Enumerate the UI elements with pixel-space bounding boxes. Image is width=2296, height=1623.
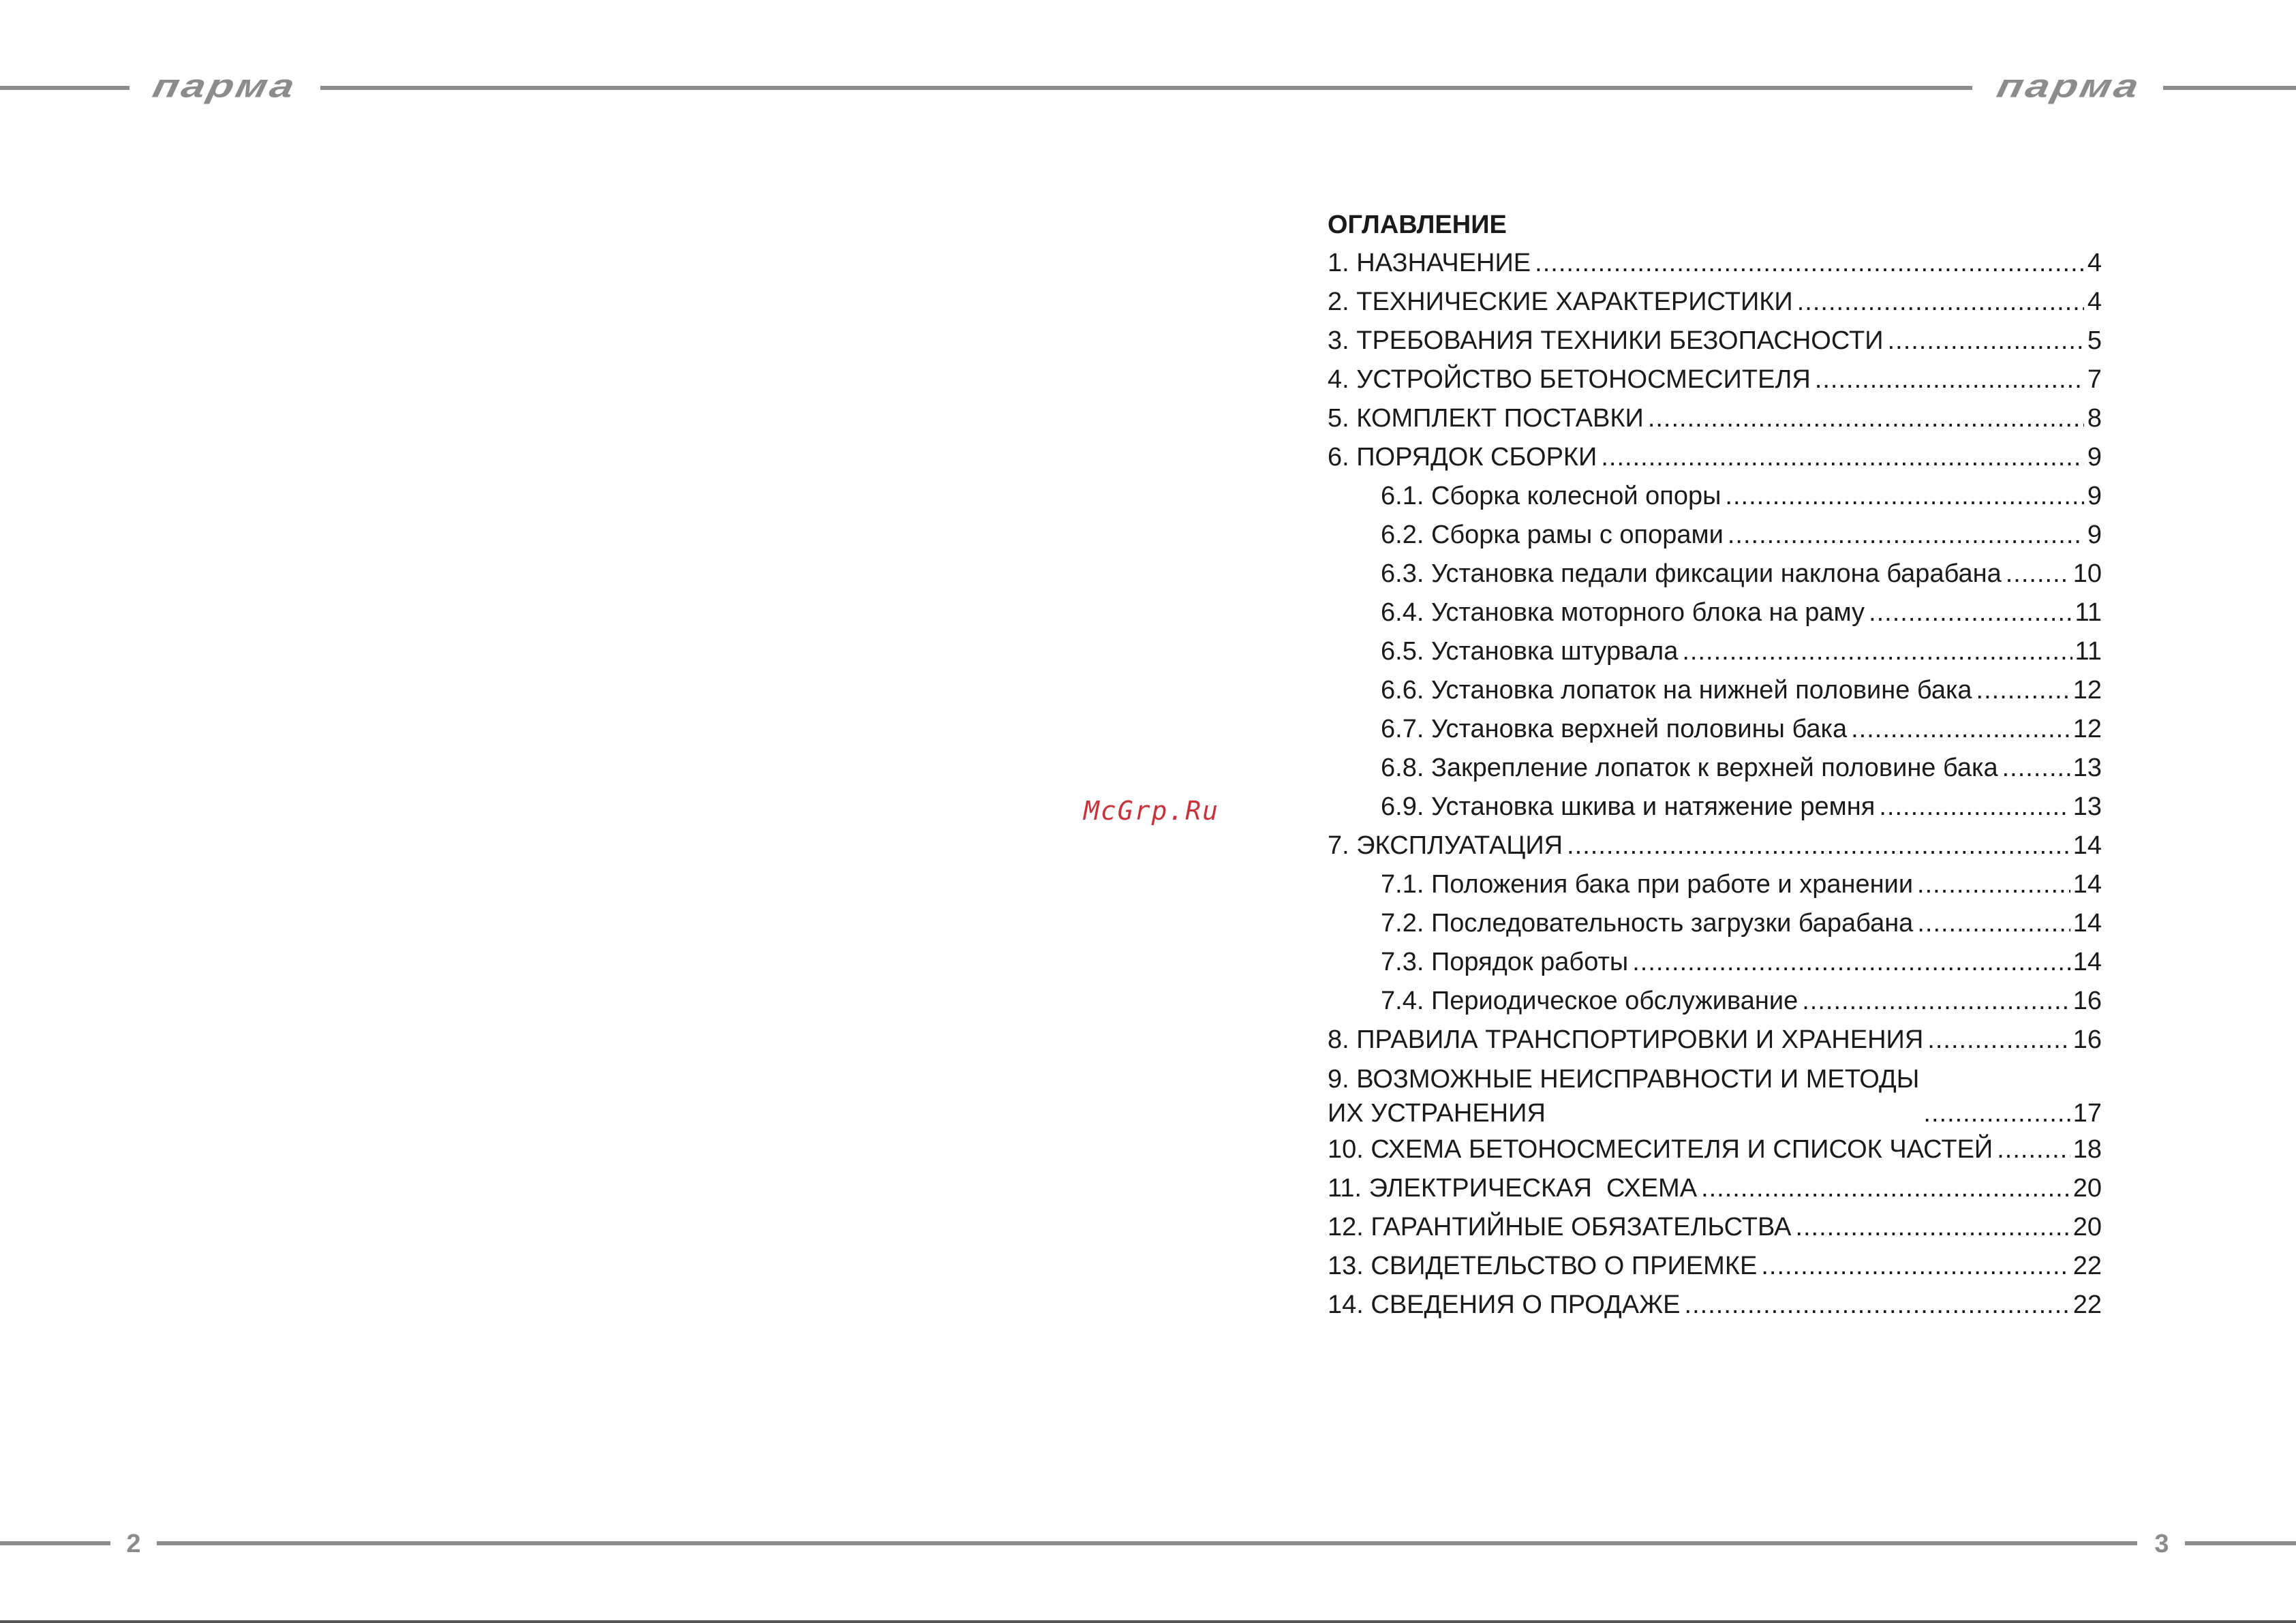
toc-entry (1328, 1021, 2102, 1060)
toc-entry-label: 4. УСТРОЙСТВО БЕТОНОСМЕСИТЕЛЯ (1328, 365, 1811, 394)
toc-subentry (1328, 865, 2102, 904)
toc-entry-label: 7.3. Порядок работы (1381, 948, 1629, 976)
toc-entry (1328, 1286, 2102, 1325)
toc-leader-dots (1815, 360, 2084, 399)
toc-subentry (1328, 555, 2102, 593)
toc-entry-label: 3. ТРЕБОВАНИЯ ТЕХНИКИ БЕЗОПАСНОСТИ (1328, 326, 1884, 355)
toc-entry-label: 5. КОМПЛЕКТ ПОСТАВКИ (1328, 404, 1644, 433)
toc-leader-dots (1802, 982, 2070, 1021)
toc-subentry (1328, 593, 2102, 632)
toc-entry-page: 17 (2072, 1099, 2102, 1128)
toc-entry-page: 14 (2072, 870, 2102, 899)
toc-entry-page: 5 (2087, 326, 2102, 355)
toc-entry (1328, 360, 2102, 399)
toc-entry-label: 11. ЭЛЕКТРИЧЕСКАЯ СХЕМА (1328, 1174, 1698, 1203)
toc-entry-label: 9. ВОЗМОЖНЫЕ НЕИСПРАВНОСТИ И МЕТОДЫ (1328, 1065, 1920, 1094)
toc-entry-page: 12 (2072, 676, 2102, 705)
header-rule-center (320, 86, 1972, 90)
page-number-left: 2 (126, 1530, 141, 1558)
toc-leader-dots (1601, 438, 2084, 477)
toc-leader-dots (1795, 1208, 2070, 1247)
toc-leader-dots (1923, 1096, 2070, 1130)
toc-leader-dots (1685, 1286, 2070, 1325)
toc-subentry (1328, 710, 2102, 749)
toc-entry-label: 6.4. Установка моторного блока на раму (1381, 598, 1865, 627)
toc-entry-label: 6.8. Закрепление лопаток к верхней половине бака (1381, 754, 1998, 782)
toc-entry (1328, 399, 2102, 438)
table-of-contents (1328, 206, 2102, 1325)
toc-entry-label: 2. ТЕХНИЧЕСКИЕ ХАРАКТЕРИСТИКИ (1328, 288, 1793, 316)
toc-subentry (1328, 632, 2102, 671)
toc-entry-page: 9 (2087, 521, 2102, 549)
toc-entry (1328, 244, 2102, 283)
toc-title: ОГЛАВЛЕНИЕ (1328, 211, 1507, 239)
footer-rule-left (0, 1541, 110, 1545)
toc-subentry (1328, 516, 2102, 555)
toc-entry-label: 6.5. Установка штурвала (1381, 637, 1679, 666)
toc-leader-dots (2006, 555, 2070, 593)
toc-entry-page: 16 (2072, 987, 2102, 1015)
toc-leader-dots (1869, 593, 2072, 632)
toc-leader-dots (1888, 322, 2084, 360)
toc-entry-page: 11 (2075, 598, 2102, 627)
toc-entry-page: 22 (2072, 1290, 2102, 1319)
toc-entry-label: 7.1. Положения бака при работе и хранении (1381, 870, 1914, 899)
toc-entry (1328, 322, 2102, 360)
toc-leader-dots (1648, 399, 2084, 438)
toc-entry-page: 22 (2072, 1252, 2102, 1280)
toc-entry-label: 8. ПРАВИЛА ТРАНСПОРТИРОВКИ И ХРАНЕНИЯ (1328, 1025, 1924, 1054)
toc-entry-label: 7.2. Последовательность загрузки барабана (1381, 909, 1914, 938)
toc-leader-dots (1997, 1130, 2070, 1169)
toc-entry-label: 6.6. Установка лопаток на нижней половине бака (1381, 676, 1972, 705)
toc-entry-label: 6.1. Сборка колесной опоры (1381, 482, 1721, 510)
toc-leader-dots (1728, 516, 2084, 555)
toc-leader-dots (1797, 283, 2084, 322)
toc-entry-label: 13. СВИДЕТЕЛЬСТВО О ПРИЕМКЕ (1328, 1252, 1758, 1280)
toc-entry-label: 6.7. Установка верхней половины бака (1381, 715, 1848, 743)
brand-logo-right: парма (1993, 67, 2145, 105)
toc-subentry (1328, 477, 2102, 516)
toc-entry-page: 14 (2072, 909, 2102, 938)
toc-leader-dots (1567, 826, 2070, 865)
toc-leader-dots (1725, 477, 2084, 516)
toc-entry-label: 1. НАЗНАЧЕНИЕ (1328, 249, 1531, 277)
toc-entry (1328, 1060, 2102, 1130)
toc-leader-dots (1927, 1021, 2070, 1060)
toc-entry-page: 14 (2072, 948, 2102, 976)
toc-entry (1328, 1208, 2102, 1247)
toc-entry-page: 9 (2087, 482, 2102, 510)
toc-entry-label: 6.2. Сборка рамы с опорами (1381, 521, 1724, 549)
page-number-right: 3 (2154, 1530, 2169, 1558)
toc-entry-page: 18 (2072, 1135, 2102, 1164)
toc-entry (1328, 438, 2102, 477)
toc-leader-dots (1851, 710, 2070, 749)
toc-leader-dots (1632, 943, 2070, 982)
toc-subentry (1328, 788, 2102, 826)
toc-leader-dots (1917, 865, 2070, 904)
toc-leader-dots (1535, 244, 2084, 283)
toc-entry-page: 13 (2072, 754, 2102, 782)
toc-entry-page: 14 (2072, 831, 2102, 860)
toc-entry-page: 7 (2087, 365, 2102, 394)
page-bottom-edge (0, 1620, 2296, 1623)
brand-logo-left: парма (149, 67, 301, 105)
toc-entry (1328, 1130, 2102, 1169)
watermark-text: McGrp.Ru (1084, 796, 1220, 826)
toc-leader-dots (1879, 788, 2070, 826)
header-rule-left (0, 86, 129, 90)
toc-entry-label: 7. ЭКСПЛУАТАЦИЯ (1328, 831, 1563, 860)
toc-entry-page: 4 (2087, 288, 2102, 316)
toc-entry-label: 6.3. Установка педали фиксации наклона барабана (1381, 559, 2002, 588)
toc-entry-label: 6.9. Установка шкива и натяжение ремня (1381, 792, 1876, 821)
toc-entry-page: 9 (2087, 443, 2102, 472)
toc-leader-dots (1976, 671, 2070, 710)
toc-entry-page: 16 (2072, 1025, 2102, 1054)
toc-entry-page: 12 (2072, 715, 2102, 743)
footer-rule-center (157, 1541, 2137, 1545)
toc-leader-dots (1761, 1247, 2070, 1286)
toc-subentry (1328, 904, 2102, 943)
header-rule-right (2163, 86, 2296, 90)
toc-subentry (1328, 982, 2102, 1021)
toc-entry-page: 20 (2072, 1174, 2102, 1203)
toc-subentry (1328, 671, 2102, 710)
toc-entry-page: 8 (2087, 404, 2102, 433)
toc-subentry (1328, 749, 2102, 788)
toc-entry (1328, 283, 2102, 322)
toc-entry-label: 10. СХЕМА БЕТОНОСМЕСИТЕЛЯ И СПИСОК ЧАСТЕЙ (1328, 1135, 1993, 1164)
toc-leader-dots (1682, 632, 2072, 671)
toc-entry-page: 4 (2087, 249, 2102, 277)
toc-entry (1328, 1169, 2102, 1208)
toc-leader-dots (2002, 749, 2070, 788)
toc-entry-page: 20 (2072, 1213, 2102, 1241)
toc-entry-page: 10 (2072, 559, 2102, 588)
toc-leader-dots (1701, 1169, 2070, 1208)
toc-entry-label-continued: ИХ УСТРАНЕНИЯ (1328, 1099, 1546, 1128)
toc-leader-dots (1917, 904, 2070, 943)
toc-entry (1328, 826, 2102, 865)
footer-rule-right (2185, 1541, 2296, 1545)
toc-entry-page: 11 (2075, 637, 2102, 666)
toc-entry-label: 14. СВЕДЕНИЯ О ПРОДАЖЕ (1328, 1290, 1681, 1319)
toc-entry-label: 7.4. Периодическое обслуживание (1381, 987, 1798, 1015)
toc-subentry (1328, 943, 2102, 982)
toc-entry-label-block (1328, 1062, 1919, 1130)
toc-entry-label: 12. ГАРАНТИЙНЫЕ ОБЯЗАТЕЛЬСТВА (1328, 1213, 1792, 1241)
toc-entry-label: 6. ПОРЯДОК СБОРКИ (1328, 443, 1597, 472)
toc-entry-page: 13 (2072, 792, 2102, 821)
toc-entry (1328, 1247, 2102, 1286)
